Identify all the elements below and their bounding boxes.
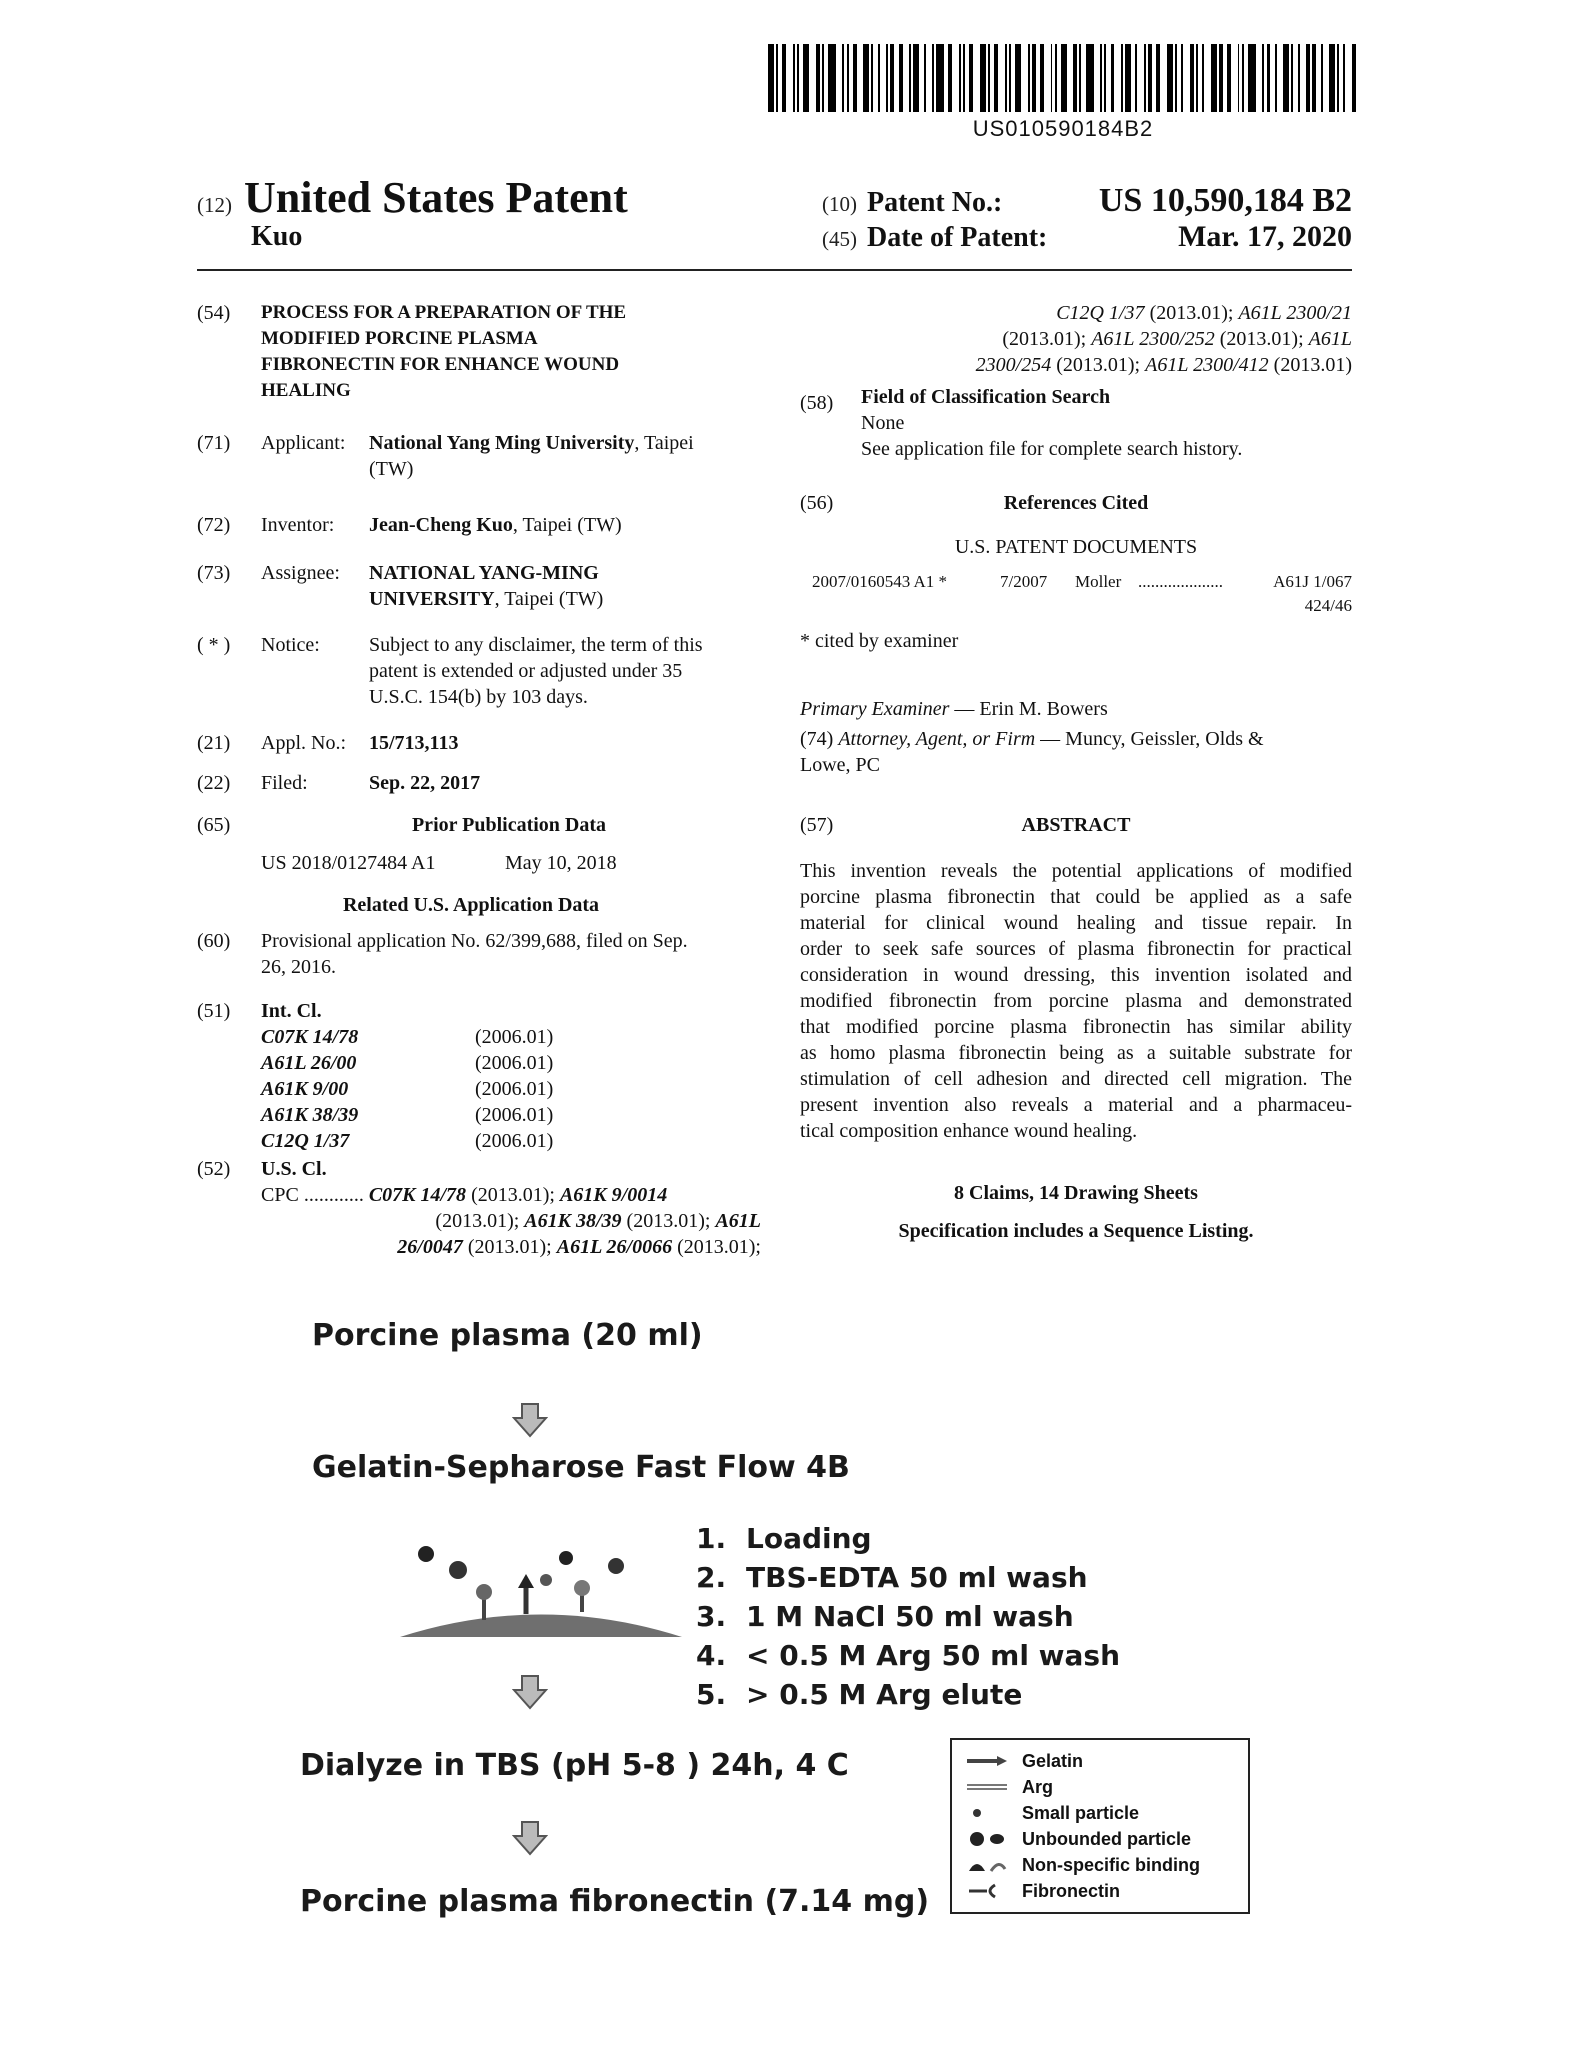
cpc-label: CPC — [261, 1184, 299, 1206]
barcode-bar — [1242, 44, 1244, 112]
barcode-bar — [1086, 44, 1094, 112]
cpc-cont-b1: (2013.01); — [1002, 328, 1092, 350]
patent-code: US010590184B2 — [972, 116, 1154, 141]
cited-by-examiner: * cited by examiner — [800, 630, 959, 652]
barcode-bar — [1352, 44, 1356, 112]
barcode-bar — [936, 44, 944, 112]
barcode-bar — [1040, 44, 1044, 112]
filed-value: Sep. 22, 2017 — [369, 772, 481, 794]
field-65-prior-pub — [197, 812, 757, 878]
legend-label: Arg — [1022, 1776, 1053, 1797]
int-cl-version: (2006.01) — [475, 1104, 554, 1126]
related-data-heading: Related U.S. Application Data — [342, 894, 600, 916]
barcode-bar — [1121, 44, 1123, 112]
tag-21: (21) — [197, 732, 231, 754]
barcode-bar — [1015, 44, 1021, 112]
barcode-bar — [994, 44, 998, 112]
us-cl-heading: U.S. Cl. — [261, 1158, 327, 1180]
int-cl-row — [261, 1076, 553, 1102]
barcode-bar — [1111, 44, 1115, 112]
title-line-3: FIBRONECTIN FOR ENHANCE WOUND — [261, 354, 620, 375]
applicant-name: National Yang Ming University — [369, 432, 635, 454]
tag-73: (73) — [197, 562, 231, 584]
barcode-bar — [782, 44, 786, 112]
us-patent-docs-heading: U.S. PATENT DOCUMENTS — [954, 536, 1198, 558]
examiner-name: — Erin M. Bowers — [949, 698, 1108, 720]
cpc-ver-2: (2013.01); — [435, 1210, 525, 1232]
wash-step — [696, 1522, 1120, 1561]
barcode-bar — [1306, 44, 1310, 112]
field-notice — [197, 632, 757, 716]
barcode-bar — [963, 44, 965, 112]
barcode-bar — [1321, 44, 1323, 112]
barcode-bar — [1211, 44, 1217, 112]
int-cl-code: A61K 38/39 — [261, 1104, 359, 1126]
header-left — [197, 172, 628, 253]
sequence-listing-note: Specification includes a Sequence Listing. — [898, 1220, 1254, 1242]
wash-step — [696, 1561, 1120, 1600]
field-54-title — [197, 300, 757, 406]
field-73-assignee — [197, 560, 757, 620]
abstract-line: porcine plasma fibronectin that could be applied as a safe — [800, 886, 1352, 908]
barcode-bar — [1267, 44, 1271, 112]
barcode-bar — [924, 44, 926, 112]
wash-step-list — [696, 1522, 1120, 1717]
barcode-bar — [1079, 44, 1081, 112]
barcode-bar — [1055, 44, 1057, 112]
wash-step — [696, 1600, 1120, 1639]
appl-no-label: Appl. No.: — [261, 732, 346, 754]
cpc-cont-c1: 2300/254 — [975, 354, 1052, 376]
wash-step — [696, 1678, 1120, 1717]
provisional-line-1: Provisional application No. 62/399,688, filed on Sep. — [261, 930, 688, 952]
cpc-cont-c3: A61L 2300/412 — [1145, 354, 1269, 376]
notice-line-1: Subject to any disclaimer, the term of this — [369, 634, 703, 656]
barcode-bar — [948, 44, 952, 112]
prior-pub-date: May 10, 2018 — [505, 852, 617, 874]
step-text: Loading — [746, 1522, 872, 1555]
int-cl-table — [261, 1024, 553, 1154]
non-specific-binding-icon — [965, 1857, 1009, 1873]
barcode-bar — [1298, 44, 1300, 112]
wash-step — [696, 1639, 1120, 1678]
barcode — [768, 44, 1358, 142]
int-cl-code: A61L 26/00 — [261, 1052, 357, 1074]
tag-65: (65) — [197, 814, 231, 836]
abstract-body — [800, 858, 1352, 1144]
down-arrow-icon — [512, 1820, 548, 1856]
cpc-ver-5: (2013.01); — [462, 1236, 557, 1258]
reference-entry — [800, 570, 1352, 622]
patent-number: US 10,590,184 B2 — [1098, 182, 1352, 219]
cpc-cont-b4: A61L — [1308, 328, 1352, 350]
barcode-bar — [847, 44, 849, 112]
cpc-ver-6: (2013.01); — [672, 1236, 761, 1258]
legend-item-gelatin — [952, 1748, 1248, 1774]
barcode-bar — [878, 44, 880, 112]
barcode-bar — [1175, 44, 1177, 112]
ref-name: Moller — [1075, 572, 1122, 591]
barcode-bar — [909, 44, 911, 112]
legend-item-fibronectin — [952, 1878, 1248, 1904]
filed-label: Filed: — [261, 772, 308, 794]
tag-56: (56) — [800, 492, 834, 514]
claims-summary: 8 Claims, 14 Drawing Sheets — [954, 1182, 1198, 1204]
flow-step-fibronectin: Porcine plasma fibronectin (7.14 mg) — [300, 1884, 930, 1919]
barcode-bar — [853, 44, 857, 112]
gelatin-bead-illustration — [396, 1532, 686, 1642]
down-arrow-icon — [512, 1674, 548, 1710]
legend-label: Non-specific binding — [1022, 1854, 1200, 1875]
cpc-code-5: 26/0047 — [397, 1236, 463, 1258]
examiner-label: Primary Examiner — [800, 698, 950, 720]
barcode-bar — [863, 44, 869, 112]
cpc-cont-c4: (2013.01) — [1268, 354, 1352, 376]
cpc-code-4: A61L — [715, 1210, 761, 1232]
step-text: TBS-EDTA 50 ml wash — [746, 1561, 1088, 1594]
barcode-bar — [1275, 44, 1277, 112]
tag-54: (54) — [197, 302, 231, 324]
barcode-bar — [886, 44, 888, 112]
barcode-bar — [899, 44, 903, 112]
search-line-1: None — [861, 412, 905, 434]
cpc-ver-3: (2013.01); — [621, 1210, 716, 1232]
cpc-cont-c2: (2013.01); — [1051, 354, 1146, 376]
flow-step-dialyze: Dialyze in TBS (pH 5-8 ) 24h, 4 C — [300, 1748, 849, 1783]
int-cl-row — [261, 1128, 553, 1154]
references-heading: References Cited — [1003, 492, 1149, 514]
tag-12: (12) — [197, 193, 232, 217]
legend-item-unbounded-particle — [952, 1826, 1248, 1852]
attorney-line-1: — Muncy, Geissler, Olds & — [1035, 728, 1264, 750]
barcode-bar — [776, 44, 778, 112]
gelatin-arrow-icon — [965, 1755, 1009, 1767]
abstract-line: material for clinical wound healing and tissue repair. In — [800, 912, 1352, 934]
abstract-line: as homo plasma fibronectin being as a suitable substrate for — [800, 1042, 1352, 1064]
unbounded-particle-icon — [965, 1831, 1009, 1847]
barcode-bar — [828, 44, 836, 112]
header-rule — [197, 269, 1352, 271]
int-cl-code: C07K 14/78 — [261, 1026, 359, 1048]
title-line-1: PROCESS FOR A PREPARATION OF THE — [261, 302, 627, 323]
barcode-bar — [1337, 44, 1339, 112]
barcode-bar — [1291, 44, 1293, 112]
legend-item-arg — [952, 1774, 1248, 1800]
barcode-bar — [803, 44, 809, 112]
legend-item-non-specific-binding — [952, 1852, 1248, 1878]
assignee-label: Assignee: — [261, 562, 340, 584]
barcode-bar — [842, 44, 844, 112]
barcode-bar — [1196, 44, 1198, 112]
inventor-surname: Kuo — [251, 221, 303, 252]
field-71-applicant — [197, 430, 757, 500]
notice-line-3: U.S.C. 154(b) by 103 days. — [369, 686, 588, 708]
flow-step-gelatin-sepharose: Gelatin-Sepharose Fast Flow 4B — [312, 1450, 850, 1485]
notice-label: Notice: — [261, 634, 320, 656]
barcode-bar — [822, 44, 824, 112]
barcode-bar — [913, 44, 919, 112]
flow-figure — [0, 1300, 1582, 1940]
barcode-bar — [1125, 44, 1131, 112]
barcode-bar — [1156, 44, 1160, 112]
tag-22: (22) — [197, 772, 231, 794]
patent-no-label: Patent No.: — [867, 187, 1003, 218]
barcode-bar — [1312, 44, 1316, 112]
header-right — [822, 182, 1352, 258]
search-line-2: See application file for complete search history. — [861, 438, 1243, 460]
barcode-bar — [797, 44, 799, 112]
assignee-line-1: NATIONAL YANG-MING — [369, 562, 599, 584]
inventor-label: Inventor: — [261, 514, 335, 536]
barcode-bar — [1262, 44, 1264, 112]
barcode-bar — [980, 44, 986, 112]
abstract-line: tical composition enhance wound healing. — [800, 1120, 1138, 1142]
barcode-bar — [988, 44, 990, 112]
tag-71: (71) — [197, 432, 231, 454]
abstract-heading: ABSTRACT — [1021, 814, 1131, 836]
primary-examiner — [800, 696, 1352, 722]
cpc-cont-a2: A61L 2300/21 — [1238, 302, 1352, 324]
cpc-ver-1: (2013.01); — [466, 1184, 560, 1206]
cpc-cont-a1d: (2013.01); — [1144, 302, 1239, 324]
legend-label: Fibronectin — [1022, 1880, 1120, 1901]
barcode-bar — [932, 44, 934, 112]
barcode-bar — [1009, 44, 1011, 112]
barcode-bar — [1073, 44, 1077, 112]
figure-legend — [950, 1738, 1250, 1914]
barcode-bar — [1238, 44, 1240, 112]
step-number: 4. — [696, 1639, 727, 1672]
prior-pub-heading: Prior Publication Data — [411, 814, 607, 836]
field-22-filed — [197, 770, 757, 804]
tag-57: (57) — [800, 814, 834, 836]
abstract-line: This invention reveals the potential applications of modified — [800, 860, 1352, 882]
cpc-cont-b2: A61L 2300/252 — [1091, 328, 1215, 350]
barcode-bar — [1148, 44, 1152, 112]
left-column — [197, 300, 761, 1258]
barcode-bar — [1135, 44, 1137, 112]
field-58-search — [800, 384, 1352, 464]
inventor-location: , Taipei (TW) — [512, 514, 622, 536]
field-72-inventor — [197, 512, 757, 550]
fibronectin-icon — [965, 1883, 1009, 1899]
step-text: 1 M NaCl 50 ml wash — [746, 1600, 1074, 1633]
legend-label: Small particle — [1022, 1802, 1140, 1823]
step-text: < 0.5 M Arg 50 ml wash — [746, 1639, 1121, 1672]
cpc-code-3: A61K 38/39 — [524, 1210, 622, 1232]
abstract-line: modified fibronectin from porcine plasma and demonstrated — [800, 990, 1352, 1012]
appl-no-value: 15/713,113 — [369, 732, 459, 754]
barcode-bar — [1100, 44, 1102, 112]
step-number: 2. — [696, 1561, 727, 1594]
ref-subclass: 424/46 — [1304, 596, 1352, 615]
abstract-line: present invention also reveals a material and a pharmaceu- — [800, 1094, 1352, 1116]
abstract-line: stimulation of cell adhesion and directed cell migration. The — [800, 1068, 1352, 1090]
down-arrow-icon — [512, 1402, 548, 1438]
search-heading: Field of Classification Search — [861, 386, 1111, 408]
barcode-bar — [1227, 44, 1231, 112]
step-number: 3. — [696, 1600, 727, 1633]
cpc-cont-b3: (2013.01); — [1214, 328, 1309, 350]
field-51-int-cl — [197, 998, 757, 1156]
cpc-continued — [800, 300, 1352, 378]
barcode-bar — [1283, 44, 1289, 112]
patent-title: United States Patent — [244, 173, 628, 222]
barcode-bar — [816, 44, 820, 112]
barcode-bar — [959, 44, 961, 112]
barcode-bar — [1219, 44, 1223, 112]
barcode-bar — [1005, 44, 1007, 112]
cpc-code-1: C07K 14/78 — [368, 1184, 467, 1206]
field-74-attorney — [800, 726, 1352, 778]
tag-60: (60) — [197, 930, 231, 952]
field-60-provisional — [197, 928, 757, 988]
field-56-references — [800, 490, 1352, 524]
barcode-bar — [1032, 44, 1036, 112]
field-57-abstract — [800, 812, 1352, 846]
tag-51: (51) — [197, 1000, 231, 1022]
barcode-bar — [1202, 44, 1204, 112]
patent-date: Mar. 17, 2020 — [1178, 220, 1352, 253]
field-21-appl-no — [197, 730, 757, 764]
provisional-line-2: 26, 2016. — [261, 956, 336, 978]
int-cl-row — [261, 1050, 553, 1076]
right-column — [800, 300, 1352, 1244]
barcode-bar — [1190, 44, 1194, 112]
attorney-label: Attorney, Agent, or Firm — [838, 728, 1036, 750]
assignee-line-2: UNIVERSITY — [369, 588, 495, 610]
legend-item-small-particle — [952, 1800, 1248, 1826]
cpc-cont-a1: C12Q 1/37 — [1056, 302, 1145, 324]
prior-pub-number: US 2018/0127484 A1 — [261, 852, 436, 874]
field-52-us-cl — [197, 1156, 761, 1258]
int-cl-version: (2006.01) — [475, 1052, 554, 1074]
ref-date: 7/2007 — [1000, 572, 1048, 591]
abstract-line: order to seek safe sources of plasma fibronectin for practical — [800, 938, 1352, 960]
applicant-country: (TW) — [369, 458, 414, 480]
cpc-code-2: A61K 9/0014 — [559, 1184, 668, 1206]
int-cl-row — [261, 1024, 553, 1050]
tag-notice: ( * ) — [197, 634, 231, 656]
title-line-2: MODIFIED PORCINE PLASMA — [261, 328, 538, 349]
barcode-bar — [1181, 44, 1183, 112]
tag-45: (45) — [822, 227, 857, 251]
barcode-bar — [768, 44, 774, 112]
barcode-bar — [1343, 44, 1345, 112]
step-number: 5. — [696, 1678, 727, 1711]
int-cl-row — [261, 1102, 553, 1128]
barcode-bar — [793, 44, 795, 112]
barcode-bar — [1051, 44, 1053, 112]
int-cl-code: C12Q 1/37 — [261, 1130, 350, 1152]
int-cl-code: A61K 9/00 — [261, 1078, 349, 1100]
step-number: 1. — [696, 1522, 727, 1555]
tag-10: (10) — [822, 192, 857, 216]
cpc-dots: ............ — [303, 1184, 364, 1206]
int-cl-version: (2006.01) — [475, 1026, 554, 1048]
abstract-line: consideration in wound dressing, this invention isolated and — [800, 964, 1352, 986]
barcode-bar — [1248, 44, 1256, 112]
applicant-label: Applicant: — [261, 432, 346, 454]
barcode-bar — [1144, 44, 1146, 112]
flow-step-porcine-plasma: Porcine plasma (20 ml) — [312, 1318, 703, 1353]
applicant-location: , Taipei — [634, 432, 694, 454]
abstract-line: that modified porcine plasma fibronectin has similar ability — [800, 1016, 1352, 1038]
barcode-bars — [768, 44, 1358, 112]
assignee-location: , Taipei (TW) — [494, 588, 604, 610]
barcode-bar — [1028, 44, 1030, 112]
attorney-line-2: Lowe, PC — [800, 754, 880, 776]
inventor-name: Jean-Cheng Kuo — [369, 514, 513, 536]
barcode-bar — [1061, 44, 1067, 112]
small-particle-icon — [965, 1806, 1009, 1820]
legend-label: Gelatin — [1022, 1750, 1084, 1771]
barcode-bar — [1104, 44, 1106, 112]
barcode-bar — [1329, 44, 1335, 112]
notice-line-2: patent is extended or adjusted under 35 — [369, 660, 683, 682]
step-text: > 0.5 M Arg elute — [746, 1678, 1023, 1711]
barcode-bar — [969, 44, 973, 112]
tag-74: (74) — [800, 728, 834, 750]
int-cl-version: (2006.01) — [475, 1130, 554, 1152]
invention-title — [261, 300, 626, 404]
tag-58: (58) — [800, 392, 834, 414]
ref-number: 2007/0160543 A1 * — [812, 572, 948, 591]
ref-class: A61J 1/067 — [1273, 572, 1352, 591]
int-cl-version: (2006.01) — [475, 1078, 554, 1100]
date-label: Date of Patent: — [867, 222, 1048, 253]
barcode-bar — [1167, 44, 1173, 112]
cpc-code-6: A61L 26/0066 — [556, 1236, 673, 1258]
barcode-bar — [871, 44, 873, 112]
title-line-4: HEALING — [261, 380, 351, 401]
int-cl-heading: Int. Cl. — [261, 1000, 322, 1022]
tag-72: (72) — [197, 514, 231, 536]
tag-52: (52) — [197, 1158, 231, 1180]
arg-line-icon — [965, 1781, 1009, 1793]
legend-label: Unbounded particle — [1022, 1828, 1192, 1849]
ref-dots: .................... — [1138, 572, 1223, 591]
barcode-bar — [890, 44, 894, 112]
